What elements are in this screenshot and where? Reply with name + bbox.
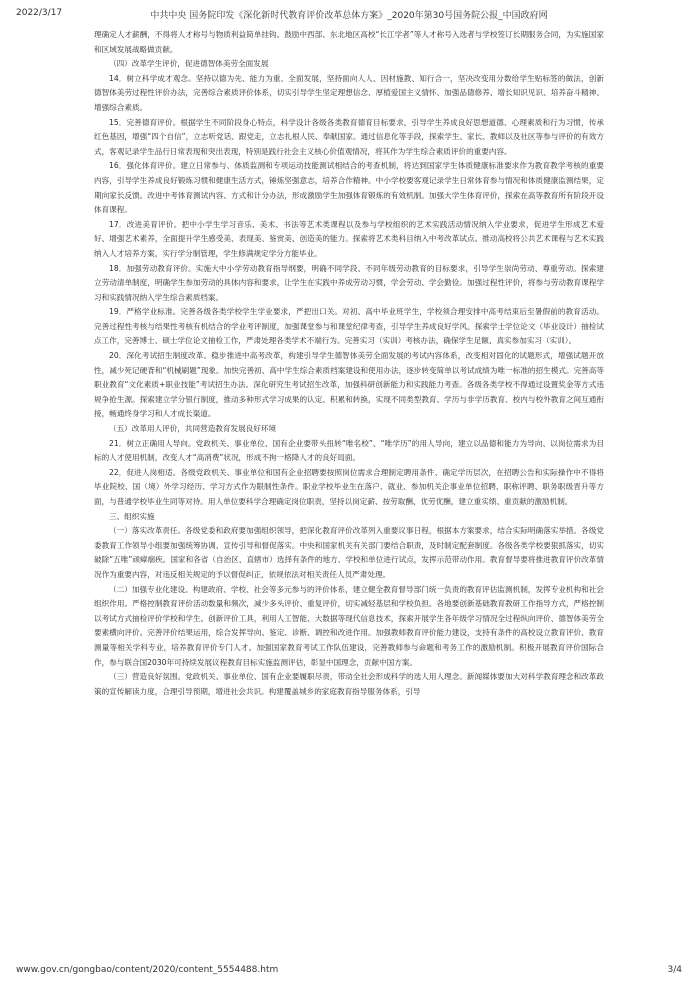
- paragraph: 19．严格学业标准。完善各级各类学校学生学业要求，严把出口关。对初、高中毕业班学生，学校须合理安排中高考结束后至暑假前的教育活动。完善过程性考核与结果性考核有机结合的学业考评制度，加强课堂参与和课堂纪律考查，引导学生养成良好学风。探索学士学位论文（毕业设计）抽检试点工作，完善博士、硕士学位论文抽检工作，严肃处理各类学术不端行为。完善实习（实训）考核办法，确保学生足额、真实参加实习（实训）。: [94, 307, 604, 346]
- page-number: 3/4: [667, 965, 682, 975]
- page-footer: [16, 965, 682, 979]
- paragraph: 22．促进人岗相适。各级党政机关、事业单位和国有企业招聘要按照岗位需求合理制定聘用条件、确定学历层次，在招聘公告和实际操作中不得将毕业院校、国（境）外学习经历、学习方式作为限制性条件。职业学校毕业生在落户、就业、参加机关企事业单位招聘、职称评聘、职务职级晋升等方面，与普通学校毕业生同等对待。用人单位要科学合理确定岗位职责，坚持以岗定薪、按劳取酬、优劳优酬，建立重实绩、重贡献的激励机制。: [94, 467, 604, 506]
- paragraph: 17．改进美育评价。把中小学生学习音乐、美术、书法等艺术类课程以及参与学校组织的艺术实践活动情况纳入学业要求，促进学生形成艺术爱好、增强艺术素养，全面提升学生感受美、表现美、鉴赏美、创造美的能力。探索将艺术类科目纳入中考改革试点。推动高校将公共艺术课程与艺术实践纳入人才培养方案，实行学分制管理，学生修满规定学分方能毕业。: [94, 219, 604, 258]
- paragraph: （一）落实改革责任。各级党委和政府要加强组织领导，把深化教育评价改革列入重要议事日程，根据本方案要求，结合实际明确落实举措。各级党委教育工作领导小组要加强统筹协调、宣传引导和督促落实。中央和国家机关有关部门要结合职责，及时制定配套制度。各级各类学校要狠抓落实，切实破除“五唯”顽瘴痼疾。国家和各省（自治区、直辖市）选择有条件的地方、学校和单位进行试点，发挥示范带动作用。教育督导要将推进教育评价改革情况作为重要内容，对违反相关规定的予以督促纠正，依规依法对相关责任人员严肃处理。: [94, 526, 604, 579]
- page-header: [16, 8, 682, 22]
- paragraph: 20．深化考试招生制度改革。稳步推进中高考改革，构建引导学生德智体美劳全面发展的考试内容体系，改变相对固化的试题形式，增强试题开放性，减少死记硬背和“机械刷题”现象。加快完善初、高中学生综合素质档案建设和使用办法，逐步转变简单以考试成绩为唯一标准的招生模式。完善高等职业教育“文化素质+职业技能”考试招生办法。深化研究生考试招生改革，加强科研创新能力和实践能力考查。各级各类学校不得通过设置奖金等方式违规争抢生源。探索建立学分银行制度，推动多种形式学习成果的认定、积累和转换，实现不同类型教育、学历与非学历教育、校内与校外教育之间互通衔接，畅通终身学习和人才成长渠道。: [94, 351, 604, 419]
- document-body: [94, 28, 604, 699]
- paragraph: （三）营造良好氛围。党政机关、事业单位、国有企业要履职尽责，带动全社会形成科学的选人用人理念。新闻媒体要加大对科学教育理念和改革政策的宣传解读力度，合理引导预期，增进社会共识。构建覆盖城乡的家庭教育指导服务体系，引导: [94, 672, 604, 696]
- print-date: 2022/3/17: [16, 8, 63, 18]
- section-heading: 三、组织实施: [109, 511, 155, 521]
- subsection-heading: （四）改革学生评价，促进德智体美劳全面发展: [109, 59, 269, 69]
- paragraph: 16．强化体育评价。建立日常参与、体质监测和专项运动技能测试相结合的考查机制，将达到国家学生体质健康标准要求作为教育教学考核的重要内容，引导学生养成良好锻炼习惯和健康生活方式，锤炼坚强意志，培养合作精神。中小学校要客观记录学生日常体育参与情况和体质健康监测结果，定期向家长反馈。改进中考体育测试内容、方式和计分办法，形成激励学生加强体育锻炼的有效机制。加强大学生体育评价，探索在高等教育所有阶段开设体育课程。: [94, 161, 604, 215]
- paragraph: 18．加强劳动教育评价。实施大中小学劳动教育指导纲要，明确不同学段、不同年级劳动教育的目标要求，引导学生崇尚劳动、尊重劳动。探索建立劳动清单制度，明确学生参加劳动的具体内容和要求，让学生在实践中养成劳动习惯，学会劳动、学会勤俭。加强过程性评价，将参与劳动教育课程学习和实践情况纳入学生综合素质档案。: [94, 263, 604, 302]
- paragraph: 21．树立正确用人导向。党政机关、事业单位、国有企业要带头扭转“唯名校”、“唯学历”的用人导向，建立以品德和能力为导向、以岗位需求为目标的人才使用机制，改变人才“高消费”状况，形成不拘一格降人才的良好局面。: [94, 438, 604, 463]
- paragraph: 理确定人才薪酬，不得将人才称号与物质利益简单挂钩。鼓励中西部、东北地区高校“长江学者”等人才称号入选者与学校签订长期服务合同，为实施国家和区域发展战略做贡献。: [94, 30, 604, 54]
- subsection-heading: （五）改革用人评价，共同营造教育发展良好环境: [109, 424, 277, 434]
- paragraph: 14．树立科学成才观念。坚持以德为先、能力为重、全面发展，坚持面向人人、因材施教、知行合一，坚决改变用分数给学生贴标签的做法，创新德智体美劳过程性评价办法，完善综合素质评价体系，切实引导学生坚定理想信念、厚植爱国主义情怀、加强品德修养、增长知识见识、培养奋斗精神、增强综合素质。: [94, 73, 604, 112]
- page-title: 中共中央 国务院印发《深化新时代教育评价改革总体方案》_2020年第30号国务院公报_中国政府网: [150, 11, 548, 21]
- paragraph: 15．完善德育评价。根据学生不同阶段身心特点，科学设计各级各类教育德育目标要求，引导学生养成良好思想道德、心理素质和行为习惯，传承红色基因，增强“四个自信”，立志听党话、跟党走，立志扎根人民、奉献国家。通过信息化等手段，探索学生、家长、教师以及社区等参与评价的有效方式，客观记录学生品行日常表现和突出表现，特别是践行社会主义核心价值观情况，将其作为学生综合素质评价的重要内容。: [94, 117, 604, 156]
- page-url: www.gov.cn/gongbao/content/2020/content_5554488.htm: [16, 965, 279, 975]
- paragraph: （二）加强专业化建设。构建政府、学校、社会等多元参与的评价体系，建立健全教育督导部门统一负责的教育评估监测机制，发挥专业机构和社会组织作用。严格控制教育评价活动数量和频次，减少多头评价、重复评价，切实减轻基层和学校负担。各地要创新基础教育教研工作指导方式，严格控制以考试方式抽检评价学校和学生。创新评价工具，利用人工智能、大数据等现代信息技术，探索开展学生各年级学习情况全过程纵向评价、德智体美劳全要素横向评价。完善评价结果运用，综合发挥导向、鉴定、诊断、调控和改进作用。加强教师教育评价能力建设，支持有条件的高校设立教育评价、教育测量等相关学科专业，培养教育评价专门人才。加强国家教育考试工作队伍建设，完善教师参与命题和考务工作的激励机制。积极开展教育评价国际合作，参与联合国2030年可持续发展议程教育目标实施监测评估，彰显中国理念，贡献中国方案。: [94, 584, 604, 667]
